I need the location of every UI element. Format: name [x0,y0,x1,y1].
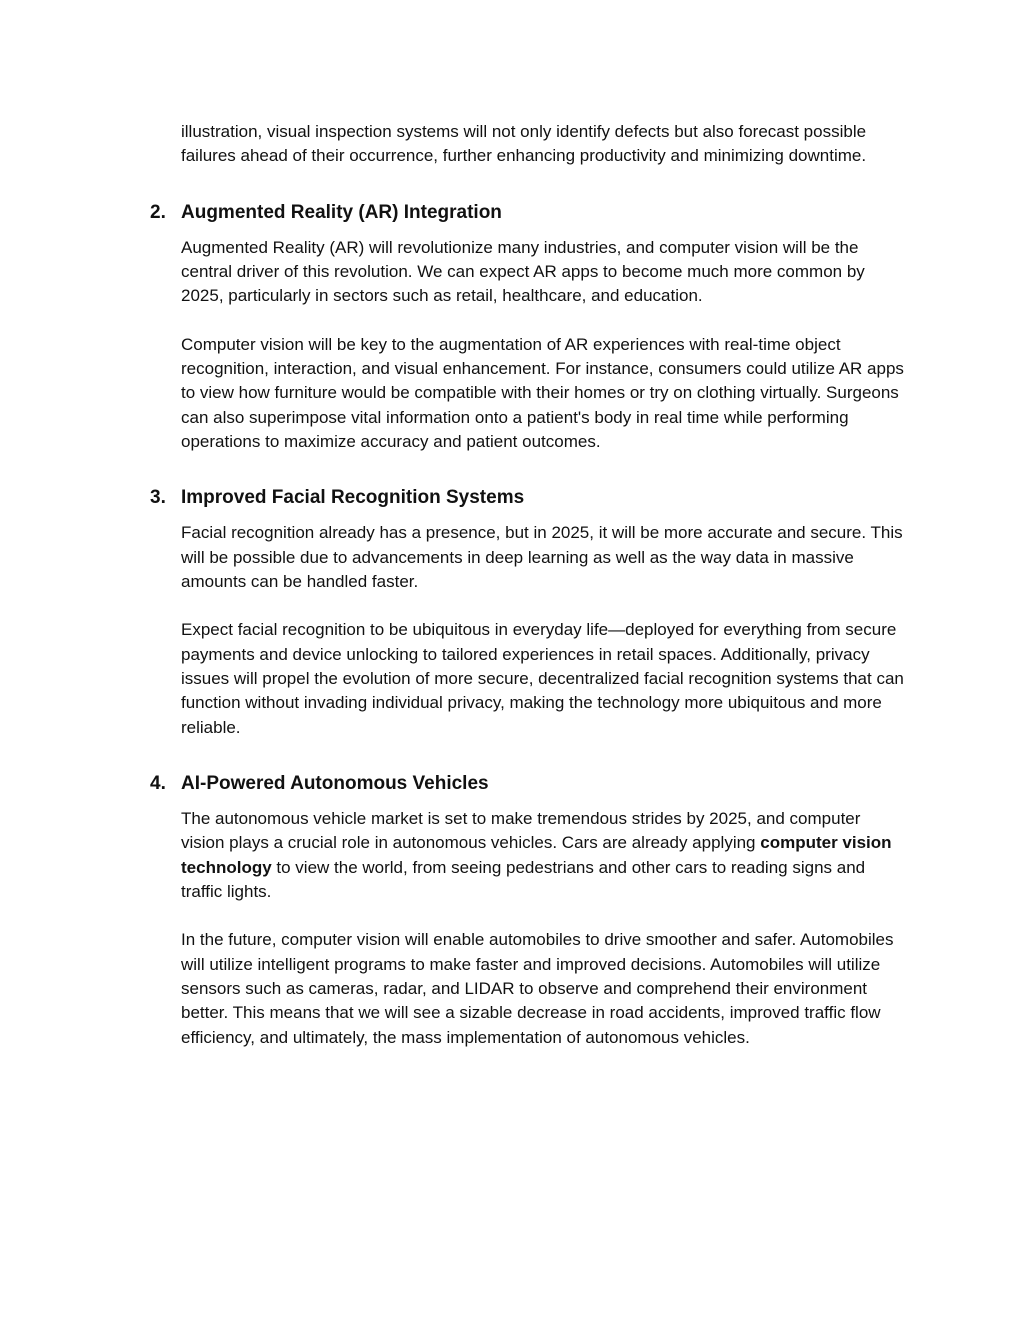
section-number: 2. [150,201,166,223]
section-paragraph: Expect facial recognition to be ubiquitous in everyday life—deployed for everything from secure payments and device unlocking to tailored experiences in retail spaces. Additionally, privacy issues will propel the evolution of more secure, decentralized facial recognition systems that can function without invading individual privacy, making the technology more ubiquitous and more reliable. [181,620,904,737]
paragraph-text: to view the world, from seeing pedestrians and other cars to reading signs and traffic lights. [181,857,866,901]
section-number: 4. [150,772,166,794]
intro-paragraph: illustration, visual inspection systems will not only identify defects but also forecast possible failures ahead of their occurrence, further enhancing productivity and minimizing downtime. [181,122,867,166]
section-paragraph: In the future, computer vision will enable automobiles to drive smoother and safer. Automobiles will utilize intelligent programs to make faster and improved decisions. Automobiles will utilize sensors such as cameras, radar, and LIDAR to observe and comprehend their environment better. This means that we will see a sizable decrease in road accidents, improved traffic flow efficiency, and ultimately, the mass implementation of autonomous vehicles. [181,930,894,1047]
document-content [150,120,906,1050]
section-ar-integration [150,200,906,455]
section-number: 3. [150,487,166,509]
section-heading [150,485,906,511]
section-paragraph: Facial recognition already has a presence, but in 2025, it will be more accurate and secure. This will be possible due to advancements in deep learning as well as the way data in massive amounts can be handled faster. [181,523,903,591]
section-facial-recognition [150,485,906,740]
paragraph-text: The autonomous vehicle market is set to make tremendous strides by 2025, and computer vision plays a crucial role in autonomous vehicles. Cars are already applying [181,808,861,853]
section-title: AI-Powered Autonomous Vehicles [181,772,489,794]
section-title: Improved Facial Recognition Systems [181,487,525,509]
section-paragraph: Augmented Reality (AR) will revolutionize many industries, and computer vision will be the central driver of this revolution. We can expect AR apps to become much more common by 2025, particularly in sectors such as retail, healthcare, and education. [181,237,865,306]
bold-phrase: computer vision technology [181,833,892,877]
section-heading [150,200,906,226]
section-paragraph [181,807,906,904]
section-title: Augmented Reality (AR) Integration [181,201,502,223]
section-paragraph: Computer vision will be key to the augmentation of AR experiences with real-time object recognition, interaction, and visual enhancement. For instance, consumers could utilize AR apps to view how furniture would be compatible with their homes or try on clothing virtually. Surgeons can also superimpose vital information onto a patient's body in real time while performing operations to maximize accuracy and patient outcomes. [181,334,904,451]
section-autonomous-vehicles [150,771,906,1050]
section-heading [150,771,906,797]
